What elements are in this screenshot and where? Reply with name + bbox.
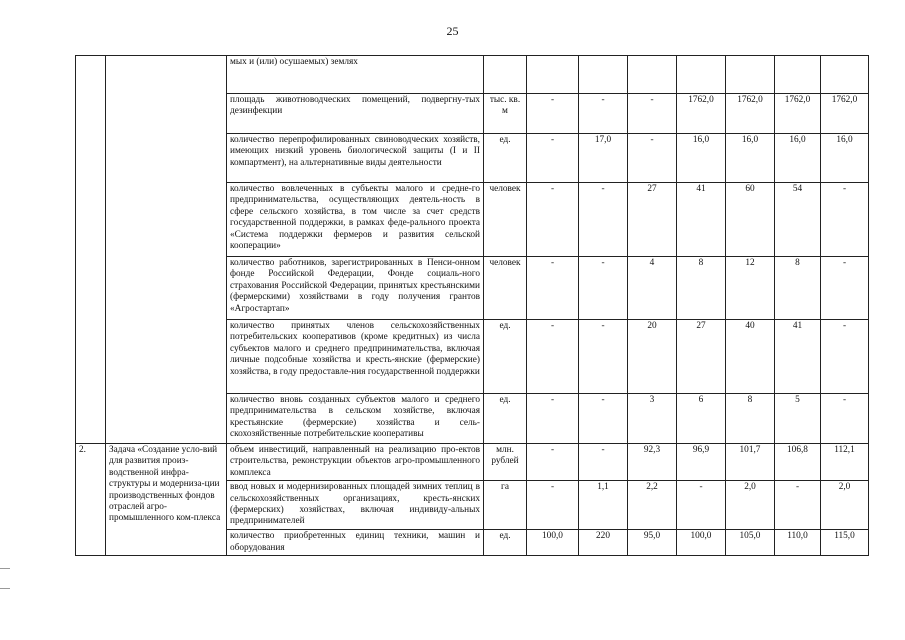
indicator-name: мых и (или) осушаемых) землях [227, 56, 484, 94]
value-cell: - [527, 183, 579, 257]
value-cell: - [579, 444, 628, 481]
value-cell [821, 56, 869, 94]
value-cell: 2,2 [628, 481, 677, 530]
value-cell: - [527, 394, 579, 444]
indicator-name: ввод новых и модернизированных площадей зимних теплиц в сельскохозяйственных организациях, кресть-янских (фермерских) хозяйствах, включая индивиду-альных предпринимателей [227, 481, 484, 530]
value-cell: - [821, 394, 869, 444]
indicator-name: количество вовлеченных в субъекты малого и средне-го предпринимательства, осуществляющих деятель-ность в сфере сельского хозяйства, в том числе за счет средств государственной поддержки, в рамках феде-рального проекта «Система поддержки фермеров и развития сельской кооперации» [227, 183, 484, 257]
value-cell: 1,1 [579, 481, 628, 530]
indicator-name: количество вновь созданных субъектов малого и среднего предпринимательства в сельском хозяйстве, включая крестьянские (фермерские) хозяйства и сель-скохозяйственные потребительские кооперативы [227, 394, 484, 444]
value-cell: 20 [628, 320, 677, 394]
value-cell: 27 [628, 183, 677, 257]
indicator-name: количество работников, зарегистрированных в Пенси-онном фонде Российской Федерации, Фонде социаль-ного страхования Российской Федерации, принятых крестьянскими (фермерскими) хозяйствами в году получения грантов «Агростартап» [227, 257, 484, 320]
value-cell: - [821, 320, 869, 394]
value-cell: 8 [775, 257, 821, 320]
value-cell: - [579, 94, 628, 134]
value-cell: 101,7 [726, 444, 775, 481]
value-cell: 41 [677, 183, 726, 257]
value-cell: 106,8 [775, 444, 821, 481]
scan-edge-mark [0, 588, 10, 589]
value-cell: 41 [775, 320, 821, 394]
row-number-cell: 2. [76, 444, 106, 556]
value-cell [726, 56, 775, 94]
value-cell: 17,0 [579, 134, 628, 183]
value-cell: 16,0 [821, 134, 869, 183]
indicator-name: количество принятых членов сельскохозяйственных потребительских кооперативов (кроме кредитных) из числа субъектов малого и среднего предпринимательства, включая личные подсобные хозяйства и кресть-янские (фермерские) хозяйства, в году предоставле-ния государственной поддержки [227, 320, 484, 394]
table-row [76, 444, 869, 481]
value-cell: 3 [628, 394, 677, 444]
value-cell [775, 56, 821, 94]
value-cell: - [527, 134, 579, 183]
value-cell: 16,0 [677, 134, 726, 183]
unit-cell: ед. [484, 530, 527, 556]
value-cell: 92,3 [628, 444, 677, 481]
unit-cell: га [484, 481, 527, 530]
unit-cell: тыс. кв. м [484, 94, 527, 134]
task-cell: Задача «Создание усло-вий для развития произ-водственной инфра-структуры и модерниза-ции производственных фондов отраслей агро-промышленного ком-плекса [106, 444, 227, 556]
unit-cell: ед. [484, 394, 527, 444]
value-cell: 5 [775, 394, 821, 444]
scan-edge-mark [0, 568, 10, 569]
unit-cell: млн. рублей [484, 444, 527, 481]
value-cell: 60 [726, 183, 775, 257]
row-number-cell [76, 56, 106, 444]
value-cell: 1762,0 [677, 94, 726, 134]
value-cell: 27 [677, 320, 726, 394]
table-row [76, 56, 869, 94]
value-cell: - [579, 320, 628, 394]
value-cell [527, 56, 579, 94]
indicator-name: количество приобретенных единиц техники, машин и оборудования [227, 530, 484, 556]
value-cell: 40 [726, 320, 775, 394]
value-cell: 2,0 [821, 481, 869, 530]
value-cell: - [677, 481, 726, 530]
value-cell: - [579, 394, 628, 444]
indicator-name: количество перепрофилированных свиноводческих хозяйств, имеющих низкий уровень биологической защиты (I и II компартмент), на альтернативные виды деятельности [227, 134, 484, 183]
value-cell: 112,1 [821, 444, 869, 481]
value-cell: 12 [726, 257, 775, 320]
unit-cell: человек [484, 183, 527, 257]
value-cell: - [579, 257, 628, 320]
value-cell [677, 56, 726, 94]
value-cell: 2,0 [726, 481, 775, 530]
value-cell: 100,0 [527, 530, 579, 556]
value-cell: 105,0 [726, 530, 775, 556]
value-cell: - [579, 183, 628, 257]
value-cell: 220 [579, 530, 628, 556]
value-cell: 1762,0 [726, 94, 775, 134]
indicator-name: объем инвестиций, направленный на реализацию про-ектов строительства, реконструкции объектов агро-промышленного комплекса [227, 444, 484, 481]
value-cell: 95,0 [628, 530, 677, 556]
value-cell: - [775, 481, 821, 530]
value-cell: 8 [726, 394, 775, 444]
value-cell: - [821, 183, 869, 257]
value-cell: - [527, 444, 579, 481]
value-cell: 6 [677, 394, 726, 444]
value-cell: 16,0 [726, 134, 775, 183]
value-cell: 100,0 [677, 530, 726, 556]
unit-cell: человек [484, 257, 527, 320]
value-cell: - [527, 481, 579, 530]
value-cell: 4 [628, 257, 677, 320]
value-cell: - [628, 134, 677, 183]
unit-cell: ед. [484, 134, 527, 183]
value-cell: 110,0 [775, 530, 821, 556]
value-cell: 115,0 [821, 530, 869, 556]
value-cell: - [527, 94, 579, 134]
unit-cell [484, 56, 527, 94]
value-cell: 54 [775, 183, 821, 257]
value-cell: - [527, 257, 579, 320]
value-cell: 1762,0 [775, 94, 821, 134]
task-cell [106, 56, 227, 444]
value-cell: - [821, 257, 869, 320]
value-cell [579, 56, 628, 94]
value-cell: 16,0 [775, 134, 821, 183]
value-cell [628, 56, 677, 94]
page-number: 25 [446, 24, 459, 38]
value-cell: 1762,0 [821, 94, 869, 134]
indicators-table [75, 55, 869, 556]
value-cell: 96,9 [677, 444, 726, 481]
unit-cell: ед. [484, 320, 527, 394]
indicator-name: площадь животноводческих помещений, подвергну-тых дезинфекции [227, 94, 484, 134]
value-cell: 8 [677, 257, 726, 320]
value-cell: - [527, 320, 579, 394]
value-cell: - [628, 94, 677, 134]
